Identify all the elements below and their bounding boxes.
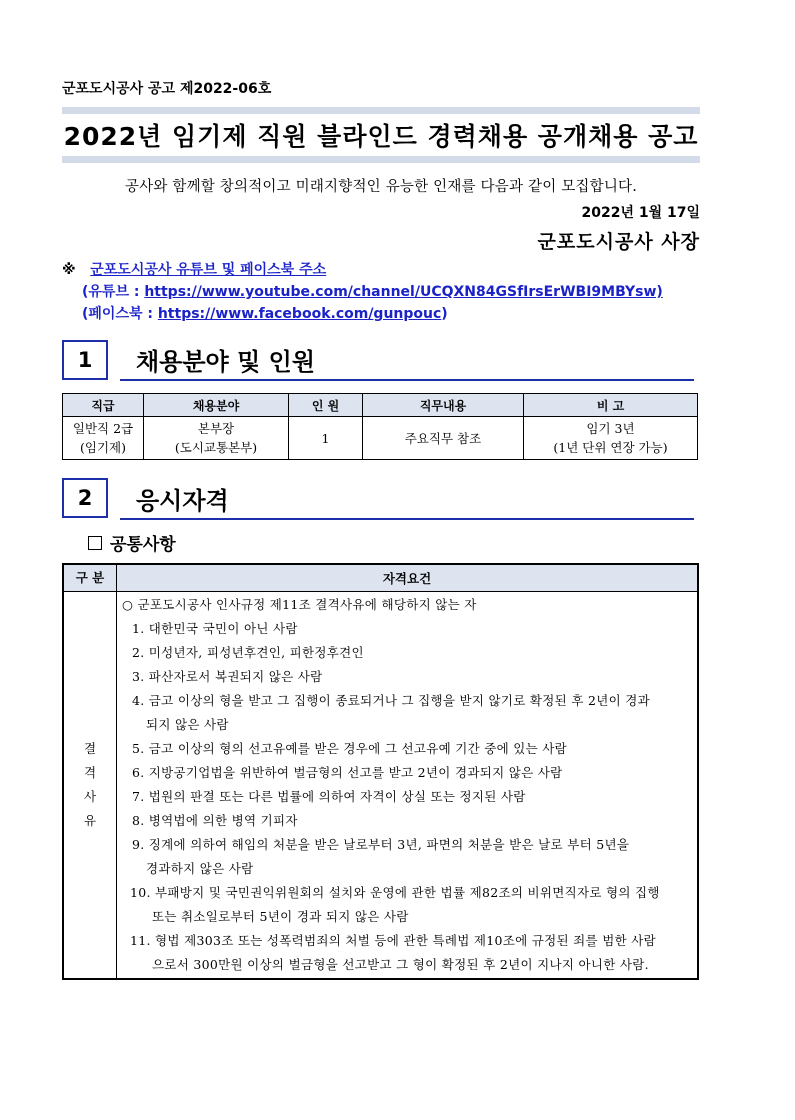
section2-underline — [120, 518, 694, 520]
requirement-cell — [117, 592, 699, 980]
category-cell — [63, 592, 117, 980]
reference-mark: ※ — [62, 262, 76, 278]
intro-text: 공사와 함께할 창의적이고 미래지향적인 유능한 인재를 다음과 같이 모집합니다. — [124, 179, 638, 195]
recruitment-table — [62, 393, 698, 460]
note-line1: 임기 3년 — [586, 421, 635, 436]
list-item: 6. 지방공기업법을 위반하여 벌금형의 선고를 받고 2년이 경과되지 않은 사람 — [132, 765, 563, 780]
list-item: 5. 금고 이상의 형의 선고유예를 받은 경우에 그 선고유예 기간 중에 있는 사람 — [132, 741, 568, 756]
facebook-close: ) — [441, 306, 448, 322]
list-item: 1. 대한민국 국민이 아닌 사람 — [132, 621, 298, 636]
facebook-link[interactable]: https://www.facebook.com/gunpouc — [157, 306, 442, 322]
list-item: 8. 병역법에 의한 병역 기피자 — [132, 813, 298, 828]
category-char: 유 — [83, 813, 97, 828]
col-category-header: 구 분 — [63, 564, 117, 592]
category-char: 결 — [83, 741, 97, 756]
col-count-header: 인 원 — [289, 394, 363, 417]
list-item: 2. 미성년자, 피성년후견인, 피한정후견인 — [132, 645, 364, 660]
col-note-header: 비 고 — [524, 394, 698, 417]
grade-cell — [63, 417, 144, 460]
grade-line1: 일반직 2급 — [72, 421, 134, 436]
field-line1: 본부장 — [197, 421, 235, 436]
list-item: 11. 형법 제303조 또는 성폭력범죄의 처벌 등에 관한 특례법 제10조에 규정된 죄를 범한 사람 — [130, 933, 656, 948]
list-item-continued: 되지 않은 사람 — [146, 717, 229, 732]
list-item: 9. 징계에 의하여 해임의 처분을 받은 날로부터 3년, 파면의 처분을 받은 날로 부터 5년을 — [132, 837, 630, 852]
section2-number: 2 — [62, 478, 108, 518]
common-heading — [88, 530, 176, 555]
common-heading-text: 공통사항 — [110, 535, 176, 555]
requirement-lead: ○ 군포도시공사 인사규정 제11조 결격사유에 해당하지 않는 자 — [122, 597, 477, 612]
category-char: 사 — [83, 789, 97, 804]
checkbox-square-icon — [88, 536, 102, 550]
field-line2: (도시교통본부) — [174, 440, 258, 455]
category-char: 격 — [83, 765, 97, 780]
youtube-label: (유튜브 : — [82, 284, 140, 300]
field-cell — [144, 417, 289, 460]
sns-links-heading-row — [62, 259, 663, 281]
list-item-continued: 으로서 300만원 이상의 벌금형을 선고받고 그 형이 확정된 후 2년이 지나지 아니한 사람. — [152, 957, 649, 972]
qualification-table-header — [63, 564, 698, 592]
note-line2: (1년 단위 연장 가능) — [553, 440, 668, 455]
notice-number: 군포도시공사 공고 제2022-06호 — [62, 81, 272, 97]
list-item: 3. 파산자로서 복권되지 않은 사람 — [132, 669, 323, 684]
list-item: 4. 금고 이상의 형을 받고 그 집행이 종료되거나 그 집행을 받지 않기로 확정된 후 2년이 경과 — [132, 693, 651, 708]
col-grade-header: 직급 — [63, 394, 144, 417]
col-requirement-header: 자격요건 — [117, 564, 699, 592]
list-item: 10. 부패방지 및 국민권익위원회의 설치와 운영에 관한 법률 제82조의 비위면직자로 형의 집행 — [130, 885, 660, 900]
youtube-row — [62, 281, 663, 303]
facebook-label: (페이스북 : — [82, 306, 153, 322]
page-title: 2022년 임기제 직원 블라인드 경력채용 공개채용 공고 — [63, 122, 699, 151]
youtube-link[interactable]: https://www.youtube.com/channel/UCQXN84GSfIrsErWBI9MBYsw) — [144, 284, 663, 300]
section1-title: 채용분야 및 인원 — [136, 348, 315, 376]
sns-links — [62, 259, 663, 325]
col-field-header: 채용분야 — [144, 394, 289, 417]
notice-date: 2022년 1월 17일 — [581, 205, 700, 221]
section1-number: 1 — [62, 340, 108, 380]
duty-cell: 주요직무 참조 — [363, 417, 524, 460]
count-cell: 1 — [289, 417, 363, 460]
list-item-continued: 또는 취소일로부터 5년이 경과 되지 않은 사람 — [152, 909, 409, 924]
list-item-continued: 경과하지 않은 사람 — [146, 861, 254, 876]
col-duty-header: 직무내용 — [363, 394, 524, 417]
qualification-table — [62, 563, 699, 980]
note-cell — [524, 417, 698, 460]
sns-heading-link[interactable]: 군포도시공사 유튜브 및 페이스북 주소 — [90, 262, 327, 278]
list-item: 7. 법원의 판결 또는 다른 법률에 의하여 자격이 상실 또는 정지된 사람 — [132, 789, 526, 804]
grade-line2: (임기제) — [80, 440, 126, 455]
issuer: 군포도시공사 사장 — [537, 231, 700, 253]
title-banner — [62, 107, 700, 163]
facebook-row — [62, 303, 663, 325]
table-row — [63, 592, 698, 980]
section2-title: 응시자격 — [136, 487, 229, 515]
recruitment-table-header — [63, 394, 698, 417]
table-row — [63, 417, 698, 460]
section1-underline — [120, 379, 694, 381]
